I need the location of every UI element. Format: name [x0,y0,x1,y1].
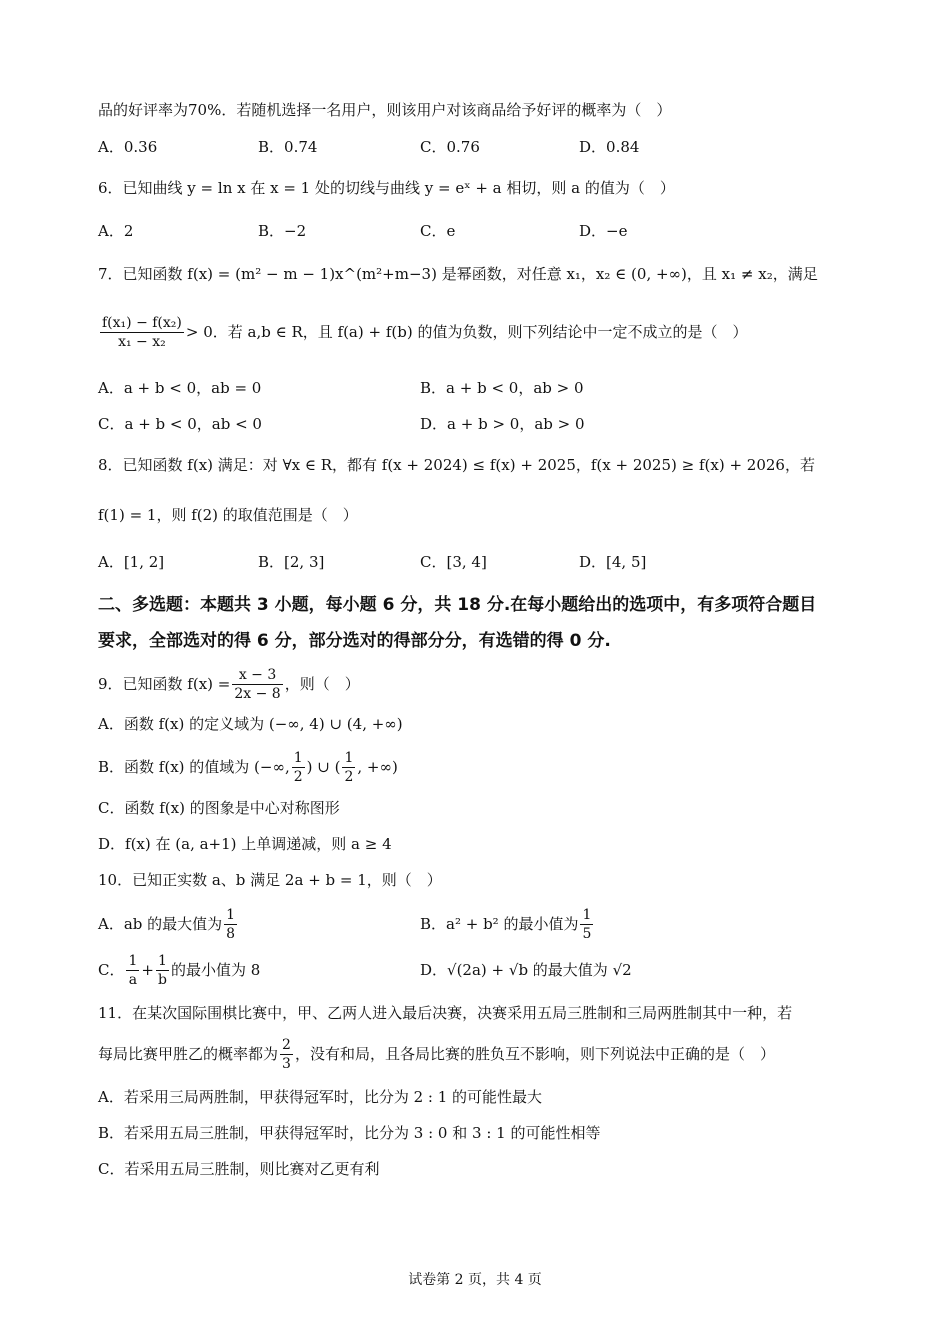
q8-option-d: D．[4, 5] [579,553,647,571]
q7-stem-line2 [98,310,860,354]
q10-option-d: D．√(2a) + √b 的最大值为 √2 [420,961,632,979]
q10-option-a [98,902,239,946]
q7-options-row1 [98,377,858,409]
q9-stem-suffix: ，则（ ） [284,675,360,693]
q7-option-b: B．a + b < 0，ab > 0 [420,379,584,397]
q9-option-b-fraction1-denominator: 2 [293,768,303,785]
q7-option-c: C．a + b < 0，ab < 0 [98,415,262,433]
q7-option-a: A．a + b < 0，ab = 0 [98,379,262,397]
q10-option-c-fraction2-denominator: b [157,971,167,988]
q10-option-c-fraction1-denominator: a [128,971,138,988]
q8-options [98,551,858,575]
section-heading-line1: 二、多选题：本题共 3 小题，每小题 6 分，共 18 分.在每小题给出的选项中，有多项符合题目 [98,595,817,615]
q9-stem-prefix: 9．已知函数 f(x) = [98,675,231,693]
q9-option-b-fraction2-denominator: 2 [344,768,354,785]
q10-option-a-text: A．ab 的最大值为 [98,915,223,933]
q6-option-d: D．−e [579,222,628,240]
q11-option-c: C．若采用五局三胜制，则比赛对乙更有利 [98,1160,380,1178]
q10-options-row1 [98,902,858,946]
q8-option-a: A．[1, 2] [98,553,165,571]
q11-stem-line2-suffix: ，没有和局，且各局比赛的胜负互不影响，则下列说法中正确的是（ ） [294,1045,775,1063]
q6-option-a: A．2 [98,222,134,240]
q10-option-c-plus: + [141,961,154,979]
q10-options-row2 [98,948,858,992]
q5-option-a: A．0.36 [98,138,158,156]
q10-option-a-denominator: 8 [226,925,236,942]
q7-option-d: D．a + b > 0，ab > 0 [420,415,585,433]
q9-option-a: A．函数 f(x) 的定义域为 (−∞, 4) ∪ (4, +∞) [98,715,403,733]
q5-options [98,136,858,160]
q11-option-a: A．若采用三局两胜制，甲获得冠军时，比分为 2 : 1 的可能性最大 [98,1088,543,1106]
q9-option-c: C．函数 f(x) 的图象是中心对称图形 [98,799,340,817]
page-footer: 试卷第 2 页，共 4 页 [408,1272,542,1288]
q9-option-b-suffix: , +∞) [357,758,398,776]
q11-fraction-numerator: 2 [282,1036,291,1053]
q10-option-b [420,902,595,946]
q10-option-a-fraction [224,906,237,943]
q9-fraction [232,666,282,703]
q5-option-c: C．0.76 [420,138,480,156]
q5-stem-tail: 品的好评率为70%．若随机选择一名用户，则该用户对该商品给予好评的概率为（ ） [98,101,672,119]
q9-option-b-fraction2 [342,749,355,786]
section-heading-line2: 要求，全部选对的得 6 分，部分选对的得部分分，有选错的得 0 分. [98,631,611,651]
q8-option-b: B．[2, 3] [258,553,325,571]
q10-option-c-fraction1 [126,952,139,989]
q7-fraction [100,314,184,351]
q10-option-c [98,948,260,992]
q10-option-b-fraction [580,906,593,943]
q11-stem-line1: 11．在某次国际围棋比赛中，甲、乙两人进入最后决赛，决赛采用五局三胜制和三局两胜制其中一种，若 [98,1004,793,1022]
q11-fraction-denominator: 3 [282,1055,291,1072]
q9-option-b-middle: ) ∪ ( [306,758,341,776]
q10-option-c-fraction1-numerator: 1 [128,952,138,969]
q6-stem: 6．已知曲线 y = ln x 在 x = 1 处的切线与曲线 y = eˣ + a 相切，则 a 的值为（ ） [98,179,675,197]
q9-fraction-numerator: x − 3 [232,666,282,685]
q11-option-b: B．若采用五局三胜制，甲获得冠军时，比分为 3 : 0 和 3 : 1 的可能性相等 [98,1124,601,1142]
q9-option-b-prefix: B．函数 f(x) 的值域为 (−∞, [98,758,290,776]
q9-option-b-fraction1 [292,749,305,786]
q7-fraction-numerator: f(x₁) − f(x₂) [102,314,182,331]
q9-stem [98,662,860,706]
q8-stem-line2: f(1) = 1，则 f(2) 的取值范围是（ ） [98,506,358,524]
q11-stem-line2 [98,1032,860,1076]
q6-options [98,220,858,244]
q10-option-a-numerator: 1 [226,906,236,923]
q9-fraction-denominator: 2x − 8 [234,685,281,702]
q8-stem-line1: 8．已知函数 f(x) 满足：对 ∀x ∈ R，都有 f(x + 2024) ≤ f(x) + 2025，f(x + 2025) ≥ f(x) + 2026，若 [98,456,815,474]
q7-stem-line1: 7．已知函数 f(x) = (m² − m − 1)x^(m²+m−3) 是幂函数，对任意 x₁，x₂ ∈ (0, +∞)，且 x₁ ≠ x₂，满足 [98,265,818,283]
q9-option-b [98,745,860,789]
q9-option-b-fraction1-numerator: 1 [293,749,303,766]
q7-fraction-denominator: x₁ − x₂ [118,333,166,350]
q6-option-c: C．e [420,222,456,240]
q10-option-b-denominator: 5 [582,925,592,942]
q9-option-d: D．f(x) 在 (a, a+1) 上单调递减，则 a ≥ 4 [98,835,392,853]
q10-option-c-fraction2-numerator: 1 [156,952,169,971]
q10-option-c-label: C． [98,961,125,979]
q10-option-b-numerator: 1 [582,906,592,923]
q5-option-b: B．0.74 [258,138,318,156]
q5-option-d: D．0.84 [579,138,640,156]
q7-stem-line2-text: > 0．若 a,b ∈ R，且 f(a) + f(b) 的值为负数，则下列结论中一定不成立的是（ ） [185,323,748,341]
q7-options-row2 [98,413,858,445]
q11-stem-line2-prefix: 每局比赛甲胜乙的概率都为 [98,1045,279,1063]
q10-stem: 10．已知正实数 a、b 满足 2a + b = 1，则（ ） [98,871,442,889]
q9-option-b-fraction2-numerator: 1 [344,749,354,766]
q10-option-c-fraction2 [156,952,169,989]
q8-option-c: C．[3, 4] [420,553,487,571]
q10-option-c-text: 的最小值为 8 [170,961,261,979]
q6-option-b: B．−2 [258,222,307,240]
q11-fraction [280,1036,293,1073]
q10-option-b-text: B．a² + b² 的最小值为 [420,915,579,933]
